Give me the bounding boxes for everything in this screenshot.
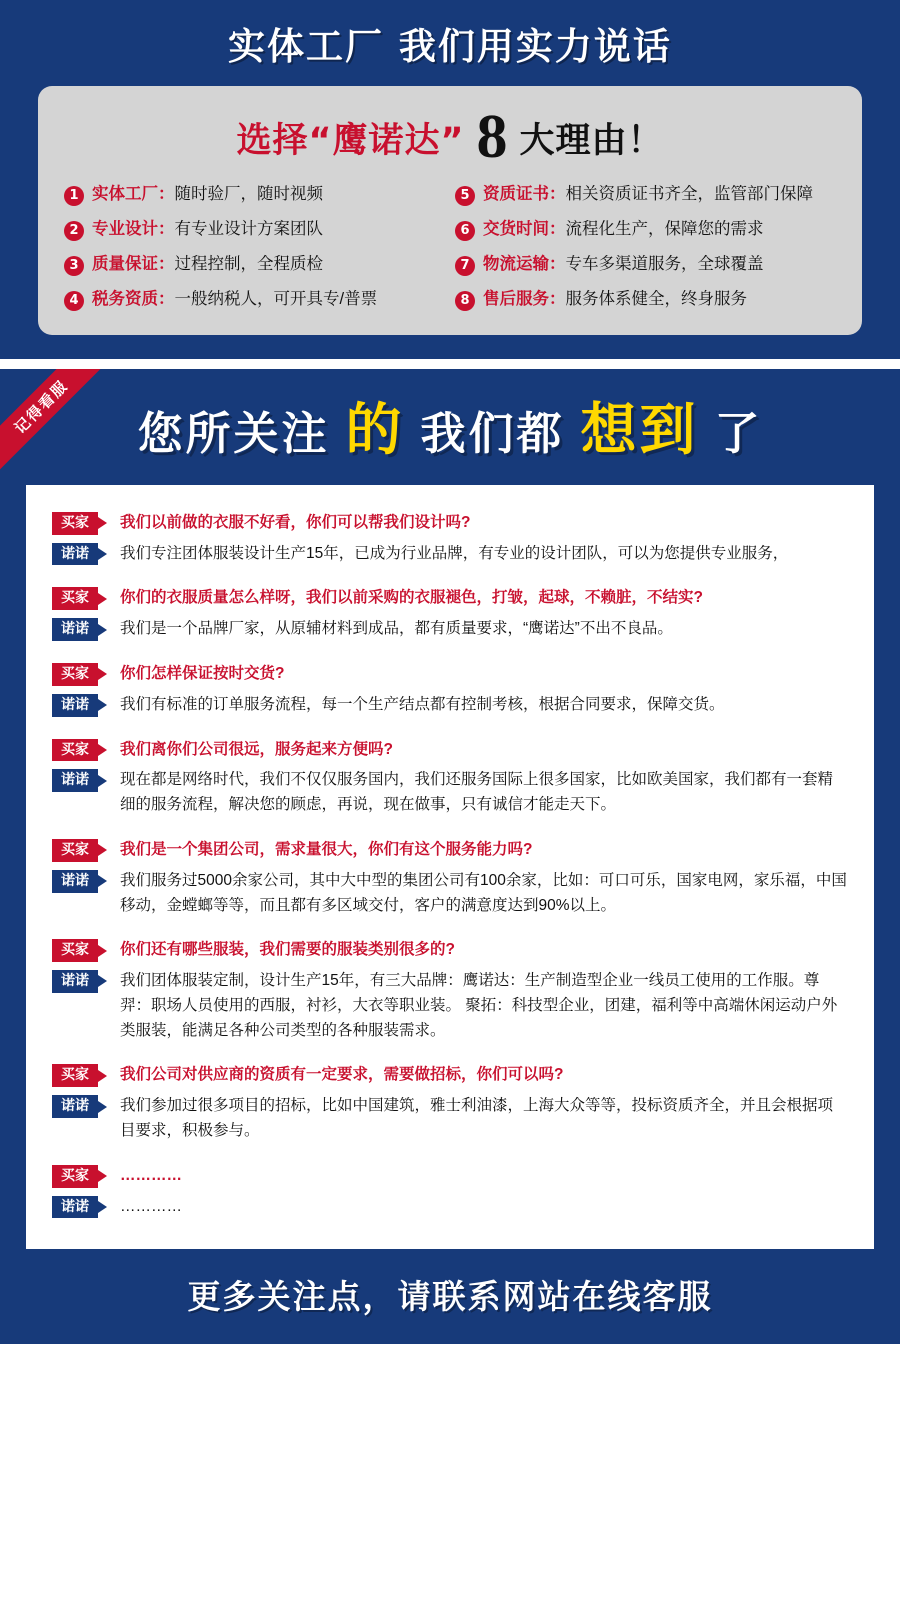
faq-item — [52, 586, 848, 642]
reason-item — [455, 219, 836, 241]
section-headline: 实体工厂 我们用实力说话 — [228, 25, 672, 68]
buyer-tag: 买家 — [52, 739, 98, 762]
reason-item — [64, 219, 445, 241]
faq-answer-line — [52, 617, 848, 642]
faq-item — [52, 1164, 848, 1220]
faq-question-line — [52, 586, 848, 611]
buyer-tag: 买家 — [52, 1165, 98, 1188]
faq-question-line — [52, 738, 848, 763]
reason-value: 一般纳税人，可开具专/普票 — [174, 289, 378, 308]
reason-key: 交货时间： — [483, 219, 566, 238]
faq-answer: 我们团体服装定制，设计生产15年，有三大品牌：鹰诺达：生产制造型企业一线员工使用的工作服。尊羿：职场人员使用的西服，衬衫，大衣等职业装。 聚拓：科技型企业，团建，福利等中高端休闲运动户外类服装，能满足各种公司类型的各种服装需求。 — [120, 972, 838, 1039]
reason-number-badge: 2 — [64, 221, 84, 241]
faq-item — [52, 662, 848, 718]
reasons-title-prefix: 选择“鹰诺达” — [236, 120, 465, 161]
reasons-title-suffix: 大理由！ — [519, 120, 664, 161]
faq-item — [52, 511, 848, 567]
nuo-tag: 诺诺 — [52, 970, 98, 993]
reason-key: 税务资质： — [92, 289, 175, 308]
reason-key: 物流运输： — [483, 254, 566, 273]
faq-answer: 我们参加过很多项目的招标，比如中国建筑，雅士利油漆，上海大众等等，投标资质齐全，并且会根据项目要求，积极参与。 — [120, 1097, 834, 1140]
faq-question: 我们以前做的衣服不好看，你们可以帮我们设计吗? — [120, 513, 471, 531]
reason-number-badge: 1 — [64, 186, 84, 206]
faq-question: 我们离你们公司很远，服务起来方便吗? — [120, 740, 393, 758]
corner-ribbon: 记得看服 — [0, 369, 105, 470]
nuo-tag: 诺诺 — [52, 694, 98, 717]
reason-key: 质量保证： — [92, 254, 175, 273]
reason-item — [455, 184, 836, 206]
faq-answer-line — [52, 1195, 848, 1220]
reason-number-badge: 7 — [455, 256, 475, 276]
faq-item — [52, 1063, 848, 1143]
faq-answer: 我们是一个品牌厂家，从原辅材料到成品，都有质量要求，“鹰诺达”不出不良品。 — [120, 620, 673, 638]
faq-answer: ………… — [120, 1197, 182, 1215]
buyer-tag: 买家 — [52, 1064, 98, 1087]
faq-question-line — [52, 662, 848, 687]
faq-item — [52, 838, 848, 918]
faq-answer: 现在都是网络时代，我们不仅仅服务国内，我们还服务国际上很多国家，比如欧美国家，我们都有一套精细的服务流程，解决您的顾虑，再说，现在做事，只有诚信才能走天下。 — [120, 771, 834, 814]
reason-item — [64, 289, 445, 311]
buyer-tag: 买家 — [52, 512, 98, 535]
faq-card — [26, 485, 874, 1250]
reason-number-badge: 3 — [64, 256, 84, 276]
nuo-tag: 诺诺 — [52, 769, 98, 792]
faq-question: 你们怎样保证按时交货? — [120, 664, 285, 682]
faq-answer-line — [52, 869, 848, 919]
faq-title-part2: 的 — [345, 397, 405, 463]
nuo-tag: 诺诺 — [52, 1196, 98, 1219]
faq-answer-line — [52, 969, 848, 1043]
reason-number-badge: 4 — [64, 291, 84, 311]
buyer-tag: 买家 — [52, 587, 98, 610]
faq-title-part5: 了 — [714, 406, 763, 460]
faq-question: 你们还有哪些服装，我们需要的服装类别很多的? — [120, 941, 455, 959]
reason-item — [64, 254, 445, 276]
nuo-tag: 诺诺 — [52, 618, 98, 641]
reason-value: 服务体系健全，终身服务 — [565, 289, 747, 308]
reason-value: 过程控制，全程质检 — [174, 254, 323, 273]
faq-question-line — [52, 511, 848, 536]
reason-key: 资质证书： — [483, 184, 566, 203]
faq-answer: 我们服务过5000余家公司，其中大中型的集团公司有100余家，比如：可口可乐，国家电网，家乐福，中国移动，金螳螂等等，而且都有多区域交付，客户的满意度达到90%以上。 — [120, 871, 847, 914]
faq-title-part1: 您所关注 — [137, 406, 330, 460]
buyer-tag: 买家 — [52, 839, 98, 862]
nuo-tag: 诺诺 — [52, 870, 98, 893]
section-reasons — [0, 0, 900, 359]
reason-item — [455, 254, 836, 276]
footer-text: 更多关注点，请联系网站在线客服 — [187, 1277, 713, 1317]
reasons-title-number: 8 — [476, 102, 508, 171]
faq-answer: 我们有标准的订单服务流程，每一个生产结点都有控制考核，根据合同要求，保障交货。 — [120, 695, 725, 713]
faq-question: 我们是一个集团公司，需求量很大，你们有这个服务能力吗? — [120, 840, 533, 858]
nuo-tag: 诺诺 — [52, 543, 98, 566]
reason-key: 实体工厂： — [92, 184, 175, 203]
faq-question-line — [52, 1164, 848, 1189]
reason-number-badge: 6 — [455, 221, 475, 241]
reason-value: 有专业设计方案团队 — [174, 219, 323, 238]
reason-value: 专车多渠道服务，全球覆盖 — [565, 254, 764, 273]
section-faq — [0, 369, 900, 1345]
faq-answer-line — [52, 768, 848, 818]
faq-title-part3: 我们都 — [420, 406, 565, 460]
faq-answer-line — [52, 1094, 848, 1144]
reason-item — [64, 184, 445, 206]
reason-number-badge: 5 — [455, 186, 475, 206]
buyer-tag: 买家 — [52, 939, 98, 962]
faq-item — [52, 938, 848, 1043]
faq-question-line — [52, 938, 848, 963]
faq-question-line — [52, 1063, 848, 1088]
faq-title — [0, 369, 900, 485]
faq-question: 我们公司对供应商的资质有一定要求，需要做招标，你们可以吗? — [120, 1066, 564, 1084]
reasons-title — [64, 102, 836, 184]
reason-value: 流程化生产，保障您的需求 — [565, 219, 764, 238]
footer-banner — [0, 1249, 900, 1344]
section-divider — [0, 359, 900, 369]
faq-question: 你们的衣服质量怎么样呀，我们以前采购的衣服褪色，打皱，起球，不赖脏，不结实? — [120, 589, 703, 607]
reason-number-badge: 8 — [455, 291, 475, 311]
reason-key: 专业设计： — [92, 219, 175, 238]
nuo-tag: 诺诺 — [52, 1095, 98, 1118]
faq-answer-line — [52, 693, 848, 718]
reason-value: 相关资质证书齐全，监管部门保障 — [565, 184, 813, 203]
reason-key: 售后服务： — [483, 289, 566, 308]
reason-item — [455, 289, 836, 311]
faq-question: ………… — [120, 1166, 182, 1184]
faq-question-line — [52, 838, 848, 863]
faq-item — [52, 738, 848, 818]
reasons-grid — [64, 184, 836, 311]
faq-answer: 我们专注团体服装设计生产15年，已成为行业品牌，有专业的设计团队，可以为您提供专业服务， — [120, 544, 789, 562]
faq-answer-line — [52, 542, 848, 567]
faq-title-part4: 想到 — [580, 397, 699, 463]
reasons-card — [38, 86, 862, 335]
buyer-tag: 买家 — [52, 663, 98, 686]
reason-value: 随时验厂，随时视频 — [174, 184, 323, 203]
